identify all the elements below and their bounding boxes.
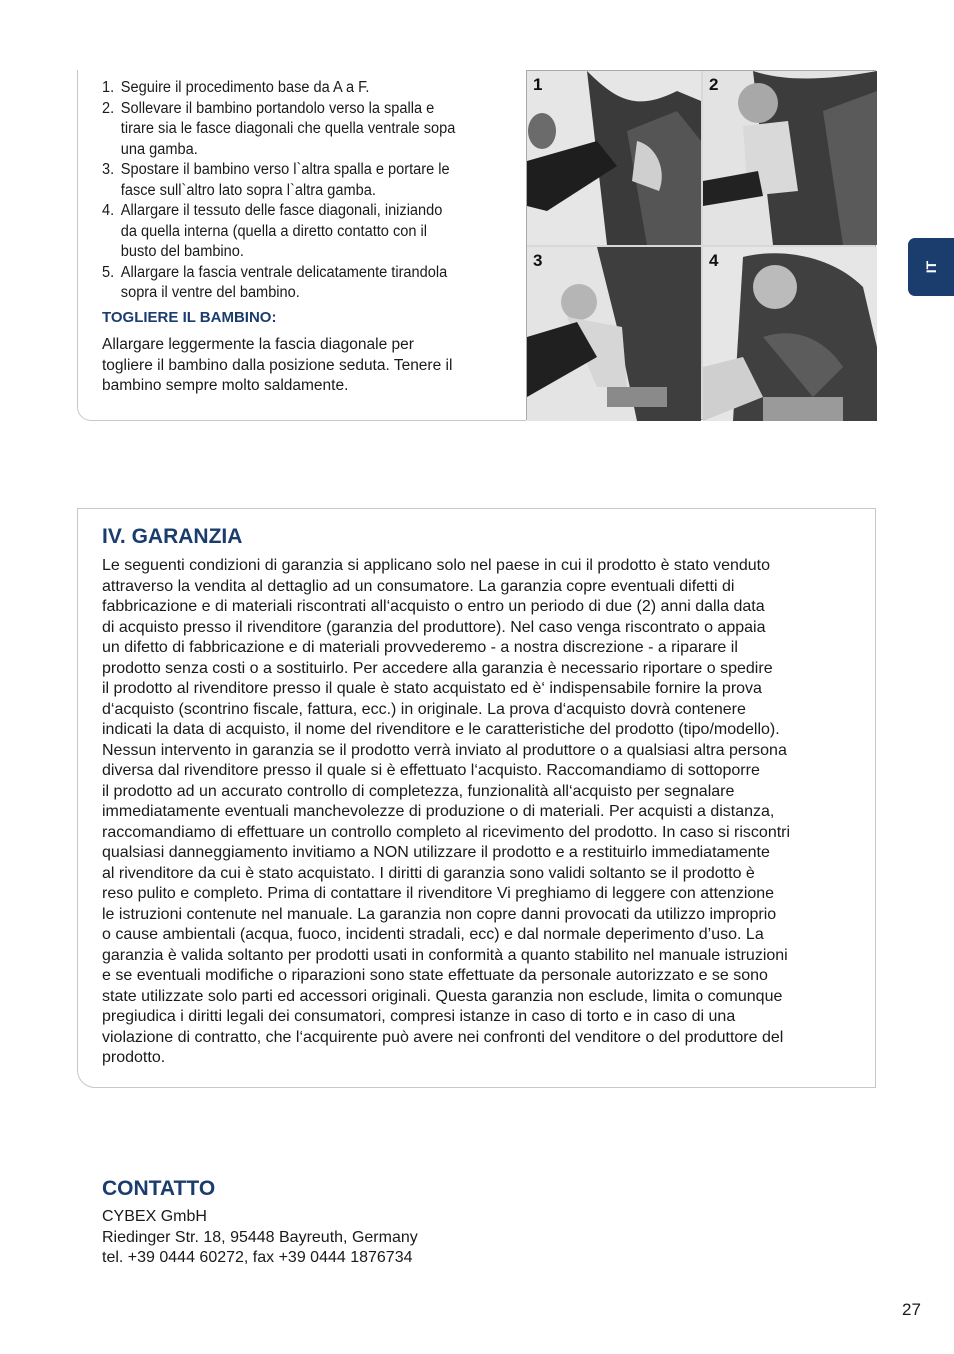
- company-name: CYBEX GmbH: [102, 1208, 207, 1225]
- photo-label: 3: [533, 251, 543, 270]
- photo-label: 4: [709, 251, 719, 270]
- photo-placeholder-icon: [703, 247, 877, 421]
- photo-label: 2: [709, 75, 719, 94]
- language-tab-label: IT: [922, 260, 939, 274]
- language-tab: [908, 238, 954, 296]
- photo-step-4: [703, 247, 877, 421]
- contact-heading: CONTATTO: [102, 1177, 216, 1200]
- remove-baby-text: Allargare leggermente la fascia diagonale per togliere il bambino dalla posizione seduta. Tenere il bambino sempre molto saldamente.: [102, 336, 453, 394]
- list-item: 5. Allargare la fascia ventrale delicatamente tirandola sopra il ventre del bambino.: [102, 263, 448, 301]
- page-number: 27: [902, 1300, 921, 1319]
- contact-details: [102, 1207, 418, 1269]
- photo-step-2: [703, 71, 877, 245]
- list-item: 2. Sollevare il bambino portandolo verso la spalla e tirare sia le fasce diagonali che quella ventrale sopa una gamba.: [102, 99, 456, 158]
- instruction-photos: [526, 70, 876, 420]
- company-phone: tel. +39 0444 60272, fax +39 0444 1876734: [102, 1249, 413, 1266]
- company-address: Riedinger Str. 18, 95448 Bayreuth, Germany: [102, 1228, 418, 1246]
- photo-label: 1: [533, 75, 543, 94]
- warranty-text: Le seguenti condizioni di garanzia si applicano solo nel paese in cui il prodotto è stato venduto attraverso la vendita al dettaglio ad un consumatore. La garanzia copre eventuali difetti di fabbricazione e di materiali riscontrati all‘acquisto o entro un periodo di due (2) anni dalla data di acquisto presso il rivenditore (garanzia del produttore). Nel caso venga riscontrato o appaia un difetto di fabbricazione e di materiali provvederemo - a nostra discrezione - a riparare il prodotto senza costi o a sostituirlo. Per accedere alla garanzia è necessario riportare o spedire il prodotto al rivenditore presso il quale è stato acquistato ed è‘ indispensabile fornire la prova d‘acquisto (scontrino fiscale, fattura, ecc.) in originale. La prova d‘acquisto dovrà contenere indicati la data di acquisto, il nome del rivenditore e le caratteristiche del prodotto (tipo/modello). Nessun intervento in garanzia se il prodotto verrà inviato al produttore o a qualsiasi altra persona diversa dal rivenditore presso il quale si è effettuato l‘acquisto. Raccomandiamo di sottoporre il prodotto ad un accurato controllo di completezza, funzionalità all‘acquisto per segnalare immediatamente eventuali manchevolezze di produzione o di materiali. Per acquisti a distanza, raccomandiamo di effettuare un controllo completo al ricevimento del prodotto. In caso si riscontri qualsiasi danneggiamento invitiamo a NON utilizzare il prodotto e a restituirlo immediatamente al rivenditore da cui è stato acquistato. I diritti di garanzia sono validi soltanto se il prodotto è reso pulito e completo. Prima di contattare il rivenditore Vi preghiamo di leggere con attenzione le istruzioni contenute nel manuale. La garanzia non copre danni provocati da utilizzo improprio o cause ambientali (acqua, fuoco, incidenti stradali, ecc) e dal normale deperimento d’uso. La garanzia è valida soltanto per prodotti usati in conformità a quanto stabilito nel manuale istruzioni e se eventuali modifiche o riparazioni sono state effettuate da personale autorizzato e se sono state utilizzate solo parti ed accessori originali. Questa garanzia non esclude, limita o comunque pregiudica i diritti legali dei consumatori, compresi istanze in caso di torto e in caso di una violazione di contratto, che l‘acquirente può avere nei confronti del venditore o del produttore del prodotto.: [102, 557, 791, 1066]
- photo-step-1: [527, 71, 701, 245]
- list-item: 1. Seguire il procedimento base da A a F.: [102, 79, 370, 96]
- list-item: 4. Allargare il tessuto delle fasce diagonali, iniziando da quella interna (quella a diretto contatto con il busto del bambino.: [102, 202, 443, 260]
- warranty-heading: IV. GARANZIA: [102, 525, 243, 548]
- remove-baby-heading: TOGLIERE IL BAMBINO:: [102, 309, 277, 326]
- photo-placeholder-icon: [527, 247, 701, 421]
- steps-list: [102, 78, 483, 304]
- photo-placeholder-icon: [703, 71, 877, 245]
- photo-placeholder-icon: [527, 71, 701, 245]
- photo-step-3: [527, 247, 701, 421]
- list-item: 3. Spostare il bambino verso l`altra spalla e portare le fasce sull`altro lato sopra l`altra gamba.: [102, 161, 450, 199]
